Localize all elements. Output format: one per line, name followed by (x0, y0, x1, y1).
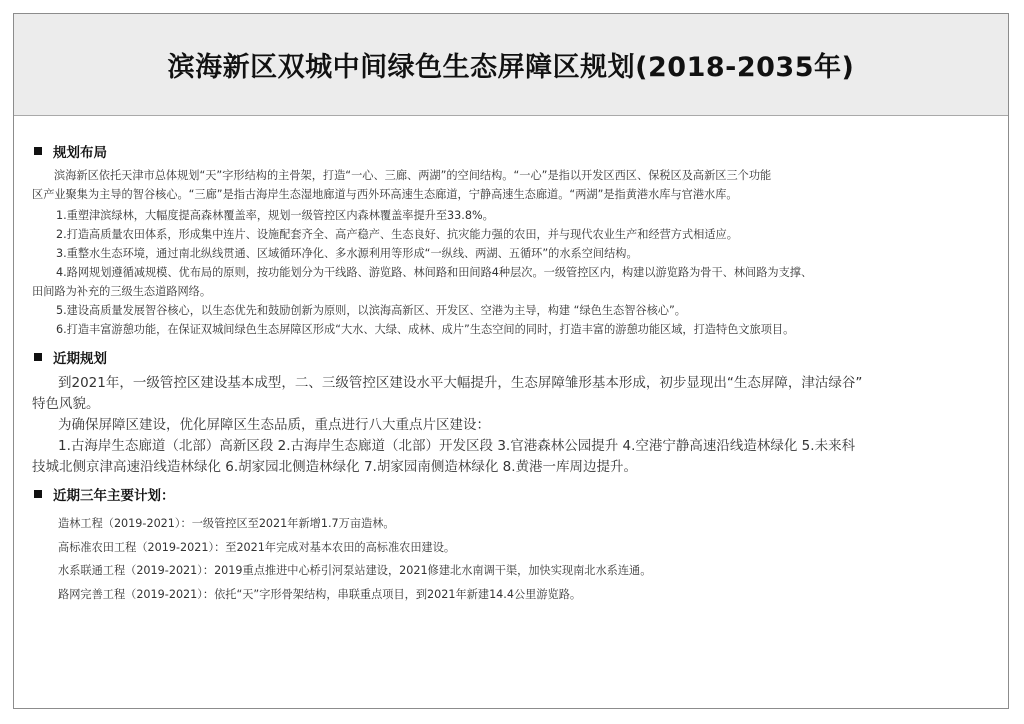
square-bullet-icon (34, 490, 42, 498)
section-heading-near-term (34, 347, 990, 367)
plan-item: 高标准农田工程（2019-2021）：至2021年完成对基本农田的高标准农田建设。 (58, 540, 456, 554)
layout-intro-line1: 滨海新区依托天津市总体规划“天”字形结构的主骨架，打造“一心、三廊、两湖”的空间结构。“一心”是指以开发区西区、保税区及高新区三个功能 (54, 169, 772, 182)
near-term-para3-line2: 技城北侧京津高速沿线造林绿化 6.胡家园北侧造林绿化 7.胡家园南侧造林绿化 8.黄港一库周边提升。 (32, 459, 638, 475)
section-title: 近期规划 (53, 351, 107, 367)
layout-item: 1.重塑津滨绿林，大幅度提高森林覆盖率，规划一级管控区内森林覆盖率提升至33.8%。 (56, 209, 494, 222)
layout-item-continuation: 田间路为补充的三级生态道路网络。 (32, 285, 212, 298)
page-title: 滨海新区双城中间绿色生态屏障区规划(2018-2035年) (167, 52, 855, 83)
layout-item: 5.建设高质量发展智谷核心，以生态优先和鼓励创新为原则，以滨海高新区、开发区、空港为主导，构建 “绿色生态智谷核心”。 (56, 304, 686, 317)
content-area (14, 141, 1008, 606)
near-term-para2: 为确保屏障区建设，优化屏障区生态品质，重点进行八大重点片区建设： (58, 417, 490, 433)
section-title: 规划布局 (53, 145, 107, 161)
layout-body (32, 167, 990, 339)
layout-item: 4.路网规划遵循减规模、优布局的原则，按功能划分为干线路、游览路、林间路和田间路4种层次。一级管控区内，构建以游览路为骨干、林间路为支撑、 (56, 266, 813, 279)
near-term-para3-line1: 1.古海岸生态廊道（北部）高新区段 2.古海岸生态廊道（北部）开发区段 3.官港森林公园提升 4.空港宁静高速沿线造林绿化 5.未来科 (58, 438, 856, 454)
planning-board (13, 13, 1009, 709)
section-heading-three-year-plan (34, 484, 990, 504)
section-heading-layout (34, 141, 990, 161)
plan-item: 路网完善工程（2019-2021）：依托“天”字形骨架结构，串联重点项目，到2021年新建14.4公里游览路。 (58, 587, 582, 601)
layout-intro-line2: 区产业聚集为主导的智谷核心。“三廊”是指古海岸生态湿地廊道与西外环高速生态廊道，宁静高速生态廊道。“两湖”是指黄港水库与官港水库。 (32, 188, 738, 201)
layout-item: 6.打造丰富游憩功能，在保证双城间绿色生态屏障区形成“大水、大绿、成林、成片”生态空间的同时，打造丰富的游憩功能区域，打造特色文旅项目。 (56, 323, 795, 336)
near-term-para1-line2: 特色风貌。 (32, 396, 100, 412)
layout-item: 3.重整水生态环境，通过南北纵线贯通、区域循环净化、多水源利用等形成“一纵线、两湖、五循环”的水系空间结构。 (56, 247, 638, 260)
layout-item: 2.打造高质量农田体系，形成集中连片、设施配套齐全、高产稳产、生态良好、抗灾能力强的农田，并与现代农业生产和经营方式相适应。 (56, 228, 738, 241)
near-term-body (32, 373, 990, 478)
square-bullet-icon (34, 353, 42, 361)
section-title: 近期三年主要计划： (53, 488, 175, 504)
plan-item: 造林工程（2019-2021）：一级管控区至2021年新增1.7万亩造林。 (58, 517, 395, 530)
plan-item: 水系联通工程（2019-2021）：2019重点推进中心桥引河泵站建设，2021修建北水南调干渠，加快实现南北水系连通。 (58, 564, 652, 577)
title-bar (14, 14, 1008, 116)
near-term-para1-line1: 到2021年，一级管控区建设基本成型，二、三级管控区建设水平大幅提升，生态屏障雏形基本形成，初步显现出“生态屏障，津沽绿谷” (58, 375, 863, 391)
plans-body (32, 512, 990, 606)
square-bullet-icon (34, 147, 42, 155)
